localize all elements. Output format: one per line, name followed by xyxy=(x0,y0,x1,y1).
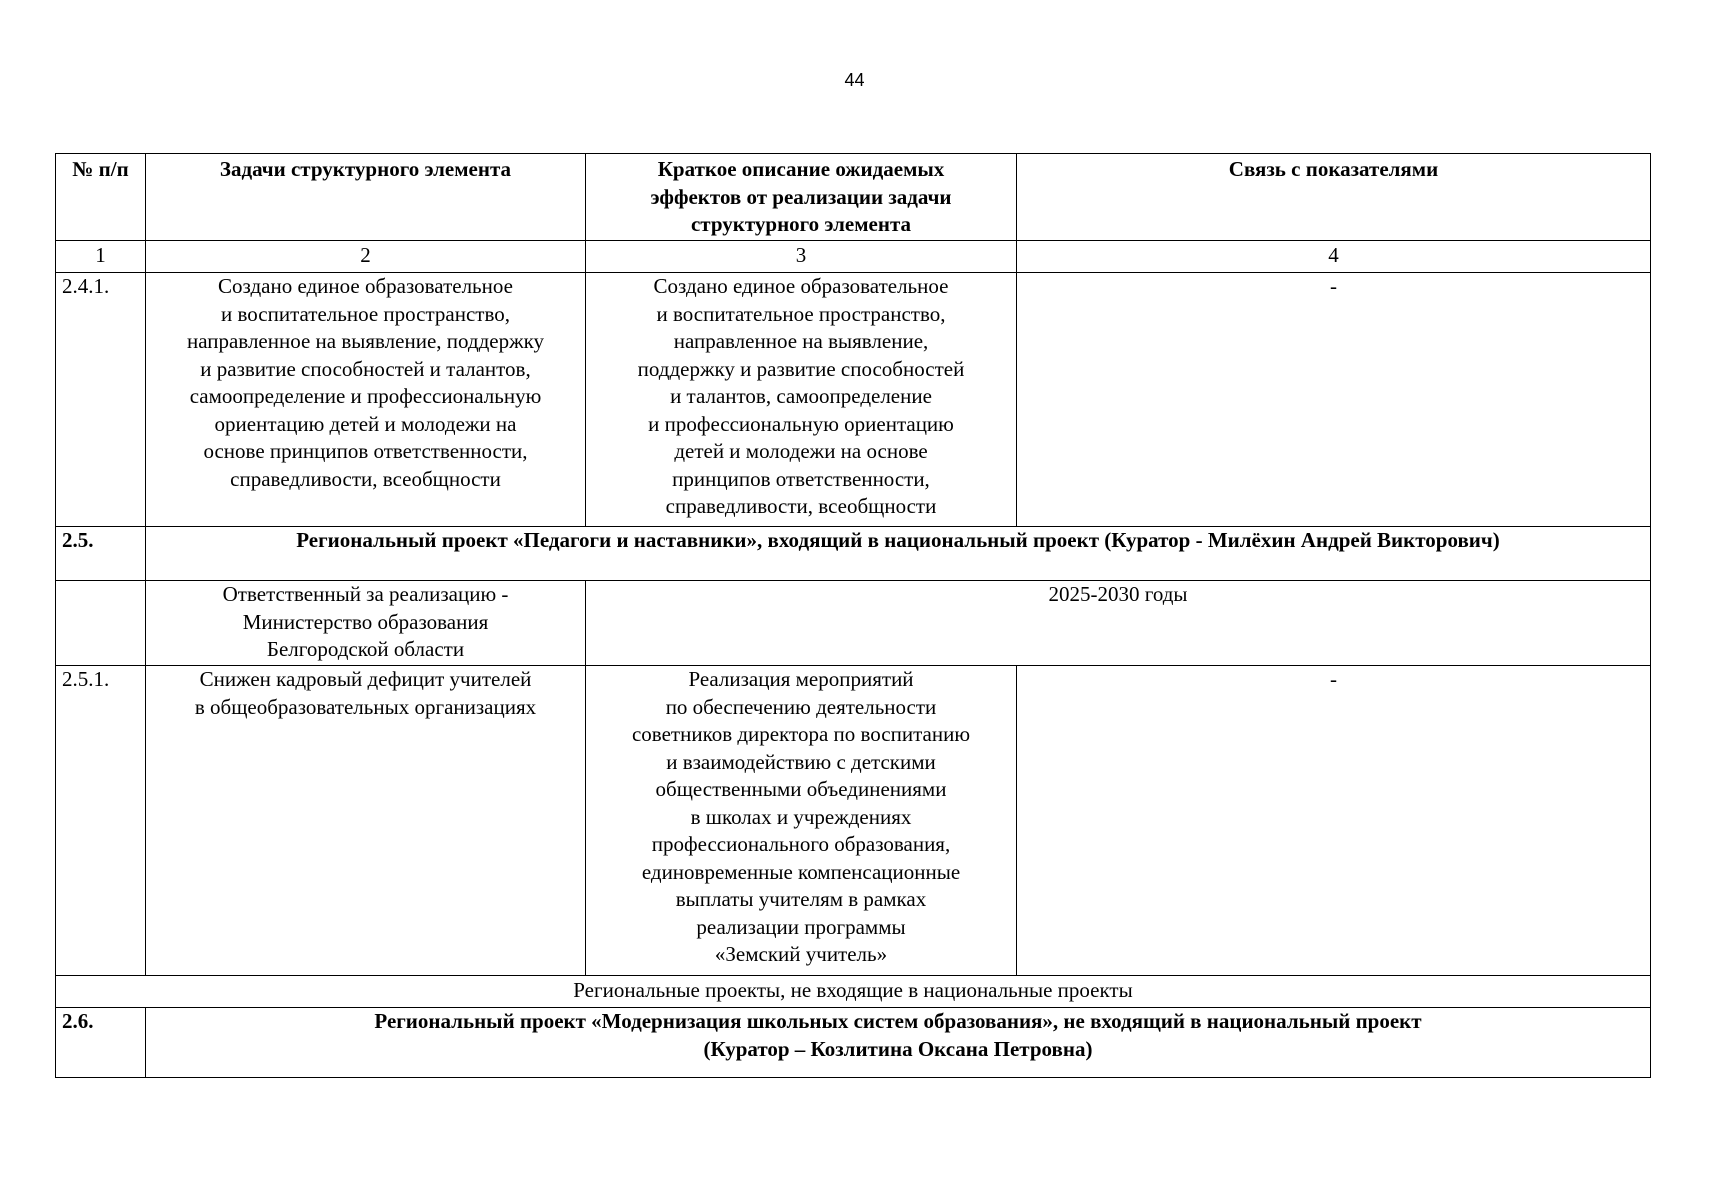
page-number: 44 xyxy=(844,70,865,90)
table-row-2-6 xyxy=(56,1008,1651,1078)
header-tasks: Задачи структурного элемента xyxy=(146,154,586,241)
table-row-2-5 xyxy=(56,527,1651,581)
column-number-3: 3 xyxy=(586,241,1017,273)
indicator-cell: - xyxy=(1017,666,1651,976)
responsible-cell: Ответственный за реализацию - Министерство образования Белгородской области xyxy=(146,581,586,666)
effect-cell: Реализация мероприятий по обеспечению деятельности советников директора по воспитанию и взаимодействию с детскими общественными объединениями в школах и учреждениях профессионального образования, единовременные компенсационные выплаты учителям в рамках реализации программы «Земский учитель» xyxy=(586,666,1017,976)
section-heading-cell: Региональные проекты, не входящие в национальные проекты xyxy=(56,976,1651,1008)
table-row-2-4-1 xyxy=(56,273,1651,527)
project-title-cell: Региональный проект «Педагоги и наставники», входящий в национальный проект (Куратор - Милёхин Андрей Викторович) xyxy=(146,527,1651,581)
row-number: 2.5. xyxy=(56,527,146,581)
column-number-4: 4 xyxy=(1017,241,1651,273)
period-cell: 2025-2030 годы xyxy=(586,581,1651,666)
table-row-section xyxy=(56,976,1651,1008)
column-numbers-row xyxy=(56,241,1651,273)
column-number-1: 1 xyxy=(56,241,146,273)
empty-cell xyxy=(56,581,146,666)
task-cell: Снижен кадровый дефицит учителей в общеобразовательных организациях xyxy=(146,666,586,976)
effect-cell: Создано единое образовательное и воспитательное пространство, направленное на выявление, поддержку и развитие способностей и талантов, самоопределение и профессиональную ориентацию детей и молодежи на основе принципов ответственности, справедливости, всеобщности xyxy=(586,273,1017,527)
header-number: № п/п xyxy=(56,154,146,241)
indicator-cell: - xyxy=(1017,273,1651,527)
table-row-2-5-1 xyxy=(56,666,1651,976)
row-number: 2.6. xyxy=(56,1008,146,1078)
structural-elements-table xyxy=(55,153,1651,1078)
column-number-2: 2 xyxy=(146,241,586,273)
table-header-row xyxy=(56,154,1651,241)
header-indicators: Связь с показателями xyxy=(1017,154,1651,241)
row-number: 2.4.1. xyxy=(56,273,146,527)
table-row-responsible xyxy=(56,581,1651,666)
row-number: 2.5.1. xyxy=(56,666,146,976)
task-cell: Создано единое образовательное и воспитательное пространство, направленное на выявление, поддержку и развитие способностей и талантов, самоопределение и профессиональную ориентацию детей и молодежи на основе принципов ответственности, справедливости, всеобщности xyxy=(146,273,586,527)
header-effects: Краткое описание ожидаемых эффектов от реализации задачи структурного элемента xyxy=(586,154,1017,241)
project-title-cell: Региональный проект «Модернизация школьных систем образования», не входящий в национальный проект (Куратор – Козлитина Оксана Петровна) xyxy=(146,1008,1651,1078)
